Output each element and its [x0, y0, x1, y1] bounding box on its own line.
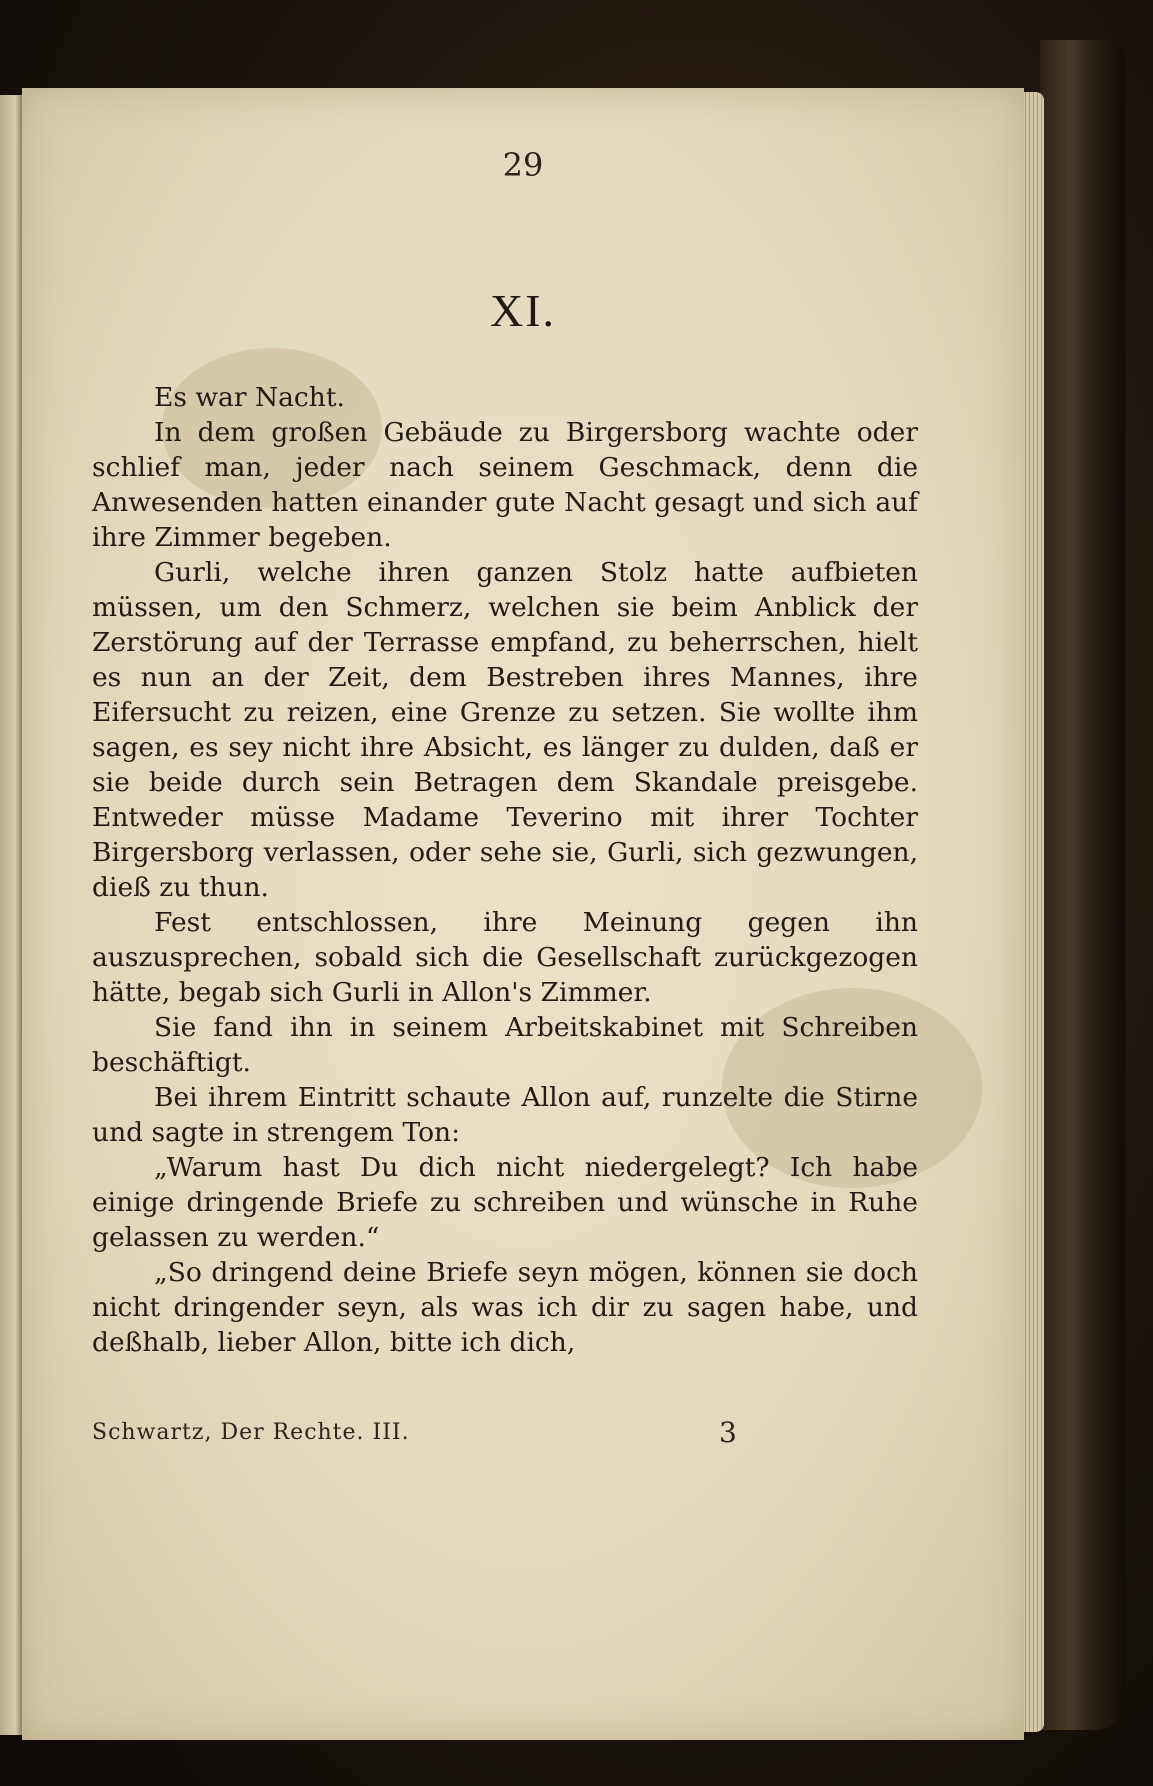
body-text: [92, 380, 918, 1360]
page-number: 29: [502, 146, 544, 184]
paragraph: Es war Nacht.: [154, 382, 345, 413]
paragraph: „So dringend deine Briefe seyn mögen, können sie doch nicht dringender seyn, als was ich dir zu sagen habe, und deßhalb, lieber Allon, bitte ich dich,: [92, 1257, 918, 1358]
facing-page-edge: [0, 95, 22, 1735]
book-binding-edge: [1040, 40, 1125, 1730]
book-page: [22, 88, 1024, 1740]
paragraph: Bei ihrem Eintritt schaute Allon auf, runzelte die Stirne und sagte in strengem Ton:: [92, 1082, 918, 1148]
signature-line: Schwartz, Der Rechte. III.: [92, 1420, 410, 1445]
signature-mark: 3: [719, 1416, 737, 1449]
paragraph: In dem großen Gebäude zu Birgersborg wachte oder schlief man, jeder nach seinem Geschmack, denn die Anwesenden hatten einander gute Nacht gesagt und sich auf ihre Zimmer begeben.: [92, 417, 918, 553]
paragraph: Gurli, welche ihren ganzen Stolz hatte aufbieten müssen, um den Schmerz, welchen sie beim Anblick der Zerstörung auf der Terrasse empfand, zu beherrschen, hielt es nun an der Zeit, dem Bestreben ihres Mannes, ihre Eifersucht zu reizen, eine Grenze zu setzen. Sie wollte ihm sagen, es sey nicht ihre Absicht, es länger zu dulden, daß er sie beide durch sein Betragen dem Skandale preisgebe. Entweder müsse Madame Teverino mit ihrer Tochter Birgersborg verlassen, oder sehe sie, Gurli, sich gezwungen, dieß zu thun.: [92, 557, 918, 903]
paragraph: Sie fand ihn in seinem Arbeitskabinet mit Schreiben beschäftigt.: [92, 1012, 918, 1078]
paragraph: „Warum hast Du dich nicht niedergelegt? Ich habe einige dringende Briefe zu schreiben und wünsche in Ruhe gelassen zu werden.“: [92, 1152, 918, 1253]
paragraph: Fest entschlossen, ihre Meinung gegen ihn auszusprechen, sobald sich die Gesellschaft zurückgezogen hätte, begab sich Gurli in Allon's Zimmer.: [92, 907, 918, 1008]
chapter-heading: XI.: [489, 285, 557, 336]
